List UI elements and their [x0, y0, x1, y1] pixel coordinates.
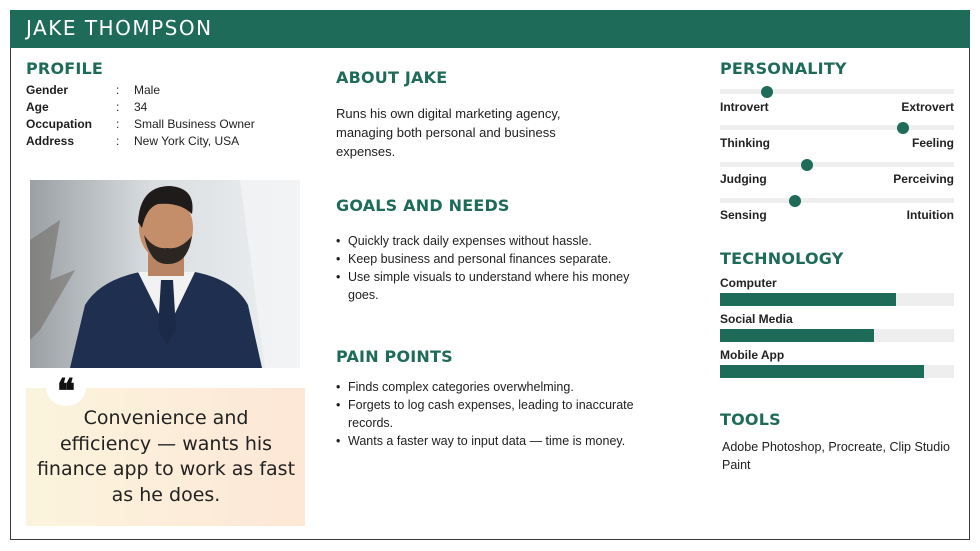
profile-value: Male — [134, 83, 161, 97]
tools-text: Adobe Photoshop, Procreate, Clip Studio Paint — [722, 440, 950, 472]
about-heading: ABOUT JAKE — [336, 68, 448, 87]
bullet-icon: • — [336, 434, 341, 448]
goal-text: Use simple visuals to understand where his money goes. — [348, 270, 630, 302]
pain-point-text: Finds complex categories overwhelming. — [348, 380, 574, 394]
tech-label-computer: Computer — [720, 276, 777, 290]
trait-label-right: Perceiving — [893, 172, 954, 186]
profile-key: Age — [26, 100, 49, 114]
quote-mark-icon: ❝ — [46, 370, 86, 406]
bullet-icon: • — [336, 252, 341, 266]
persona-quote: Convenience and efficiency — wants his finance app to work as fast as he does. — [36, 407, 296, 506]
personality-slider-knob — [789, 195, 801, 207]
tech-bar-mobile-app — [720, 365, 954, 378]
personality-slider-sensing-intuition — [720, 198, 954, 203]
persona-photo — [30, 180, 300, 368]
profile-separator: : — [116, 117, 120, 131]
pain-point-text: Forgets to log cash expenses, leading to inaccurate records. — [348, 398, 634, 430]
trait-label-right: Intuition — [906, 208, 954, 222]
personality-slider-knob — [801, 159, 813, 171]
bullet-icon: • — [336, 234, 341, 248]
tech-bar-fill — [720, 365, 924, 378]
profile-heading: PROFILE — [26, 59, 104, 78]
personality-slider-judging-perceiving — [720, 162, 954, 167]
profile-separator: : — [116, 100, 120, 114]
profile-value: New York City, USA — [134, 134, 240, 148]
trait-label-right: Feeling — [911, 136, 954, 150]
profile-key: Address — [26, 134, 75, 148]
profile-key: Occupation — [26, 117, 93, 131]
persona-name: JAKE THOMPSON — [26, 16, 213, 40]
goals-heading: GOALS AND NEEDS — [336, 196, 510, 215]
tools-heading: TOOLS — [720, 410, 781, 429]
personality-slider-knob — [897, 122, 909, 134]
about-text: Runs his own digital marketing agency, managing both personal and business expenses. — [336, 106, 561, 159]
profile-separator: : — [116, 134, 120, 148]
pain-point-text: Wants a faster way to input data — time is money. — [348, 434, 626, 448]
goal-text: Quickly track daily expenses without hassle. — [348, 234, 592, 248]
persona-portrait-illustration — [30, 180, 300, 368]
pain-points-heading: PAIN POINTS — [336, 347, 453, 366]
tech-bar-social-media — [720, 329, 954, 342]
goal-text: Keep business and personal finances separate. — [348, 252, 612, 266]
personality-slider-introvert-extrovert — [720, 89, 954, 94]
list-item — [336, 396, 666, 432]
bullet-icon: • — [336, 398, 341, 412]
personality-slider-knob — [761, 86, 773, 98]
profile-key: Gender — [26, 83, 69, 97]
profile-separator: : — [116, 83, 120, 97]
pain-points-list — [336, 378, 666, 450]
tech-label-mobile-app: Mobile App — [720, 348, 785, 362]
trait-label-left: Thinking — [720, 136, 770, 150]
trait-label-right: Extrovert — [901, 100, 954, 114]
profile-value: 34 — [134, 100, 148, 114]
trait-label-left: Introvert — [720, 100, 769, 114]
trait-label-left: Sensing — [720, 208, 767, 222]
personality-heading: PERSONALITY — [720, 59, 847, 78]
list-item — [336, 232, 656, 250]
list-item — [336, 378, 666, 396]
profile-value: Small Business Owner — [134, 117, 255, 131]
technology-heading: TECHNOLOGY — [720, 249, 844, 268]
personality-slider-thinking-feeling — [720, 125, 954, 130]
bullet-icon: • — [336, 270, 341, 284]
list-item — [336, 268, 656, 304]
list-item — [336, 250, 656, 268]
list-item — [336, 432, 666, 450]
tech-bar-fill — [720, 329, 874, 342]
tech-bar-fill — [720, 293, 896, 306]
trait-label-left: Judging — [720, 172, 767, 186]
bullet-icon: • — [336, 380, 341, 394]
goals-list — [336, 232, 656, 304]
tech-bar-computer — [720, 293, 954, 306]
tech-label-social-media: Social Media — [720, 312, 793, 326]
